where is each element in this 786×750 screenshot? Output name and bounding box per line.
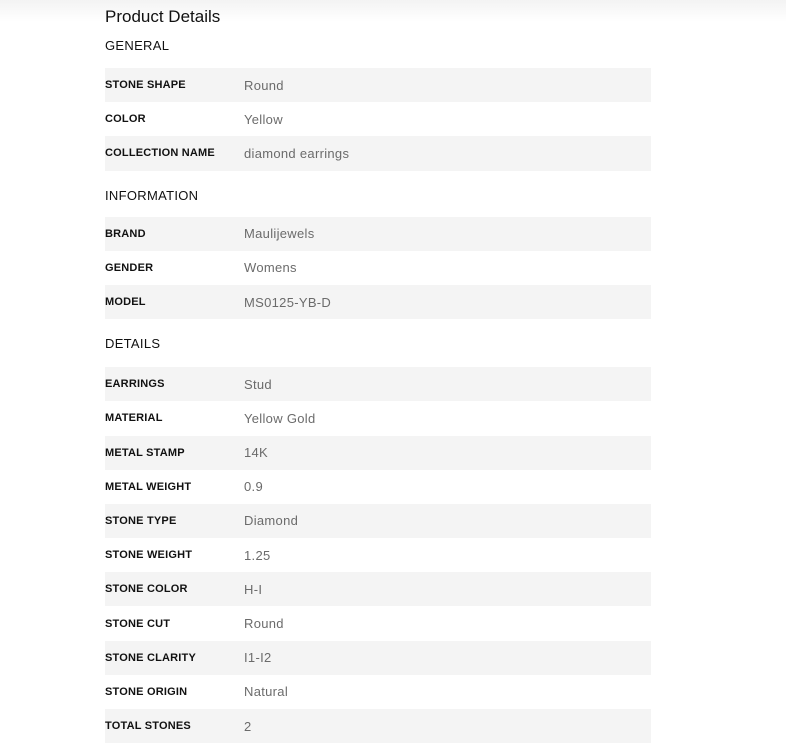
spec-row-stone-cut [105, 606, 651, 640]
product-details-content [105, 0, 651, 743]
spec-value: Round [244, 77, 284, 93]
spec-row-metal-stamp [105, 436, 651, 470]
spec-value: Yellow [244, 111, 283, 127]
spec-value: Womens [244, 260, 297, 276]
spec-row-total-stones [105, 709, 651, 743]
section-heading-information: INFORMATION [105, 187, 199, 203]
spec-label: EARRINGS [105, 378, 165, 391]
spec-row-stone-shape [105, 68, 651, 102]
spec-label: METAL STAMP [105, 446, 185, 459]
section-heading-details: DETAILS [105, 336, 161, 352]
spec-label: STONE COLOR [105, 583, 188, 596]
spec-value: 1.25 [244, 547, 271, 563]
spec-value: I1-I2 [244, 650, 272, 666]
spec-row-stone-origin [105, 675, 651, 709]
spec-label: STONE CUT [105, 617, 171, 630]
spec-value: MS0125-YB-D [244, 294, 332, 310]
general-specs-table [105, 68, 651, 171]
spec-label: COLLECTION NAME [105, 147, 215, 160]
spec-value: 2 [244, 718, 252, 734]
spec-label: STONE ORIGIN [105, 685, 188, 698]
spec-value: Stud [244, 376, 272, 392]
spec-value: Natural [244, 684, 289, 700]
spec-row-material [105, 401, 651, 435]
spec-label: MATERIAL [105, 412, 163, 425]
spec-label: STONE SHAPE [105, 79, 186, 92]
spec-row-model [105, 285, 651, 319]
spec-value: diamond earrings [244, 145, 350, 161]
page-title: Product Details [105, 7, 221, 26]
spec-value: 14K [244, 445, 269, 461]
spec-label: BRAND [105, 227, 146, 240]
spec-row-color [105, 102, 651, 136]
spec-row-stone-type [105, 504, 651, 538]
spec-row-stone-clarity [105, 641, 651, 675]
spec-row-gender [105, 251, 651, 285]
spec-label: STONE WEIGHT [105, 549, 193, 562]
spec-label: COLOR [105, 113, 146, 126]
spec-label: MODEL [105, 296, 146, 309]
details-specs-table [105, 367, 651, 743]
spec-label: STONE CLARITY [105, 651, 197, 664]
spec-value: Round [244, 616, 284, 632]
spec-value: H-I [244, 581, 263, 597]
spec-label: TOTAL STONES [105, 720, 191, 733]
spec-row-stone-color [105, 572, 651, 606]
spec-value: Diamond [244, 513, 299, 529]
spec-label: STONE TYPE [105, 514, 177, 527]
spec-row-stone-weight [105, 538, 651, 572]
spec-row-metal-weight [105, 470, 651, 504]
spec-label: GENDER [105, 261, 154, 274]
information-specs-table [105, 217, 651, 320]
spec-value: 0.9 [244, 479, 263, 495]
section-heading-general: GENERAL [105, 38, 170, 53]
spec-value: Maulijewels [244, 226, 315, 242]
spec-value: Yellow Gold [244, 410, 316, 426]
spec-row-earrings [105, 367, 651, 401]
spec-row-brand [105, 217, 651, 251]
spec-label: METAL WEIGHT [105, 480, 192, 493]
spec-row-collection-name [105, 136, 651, 170]
